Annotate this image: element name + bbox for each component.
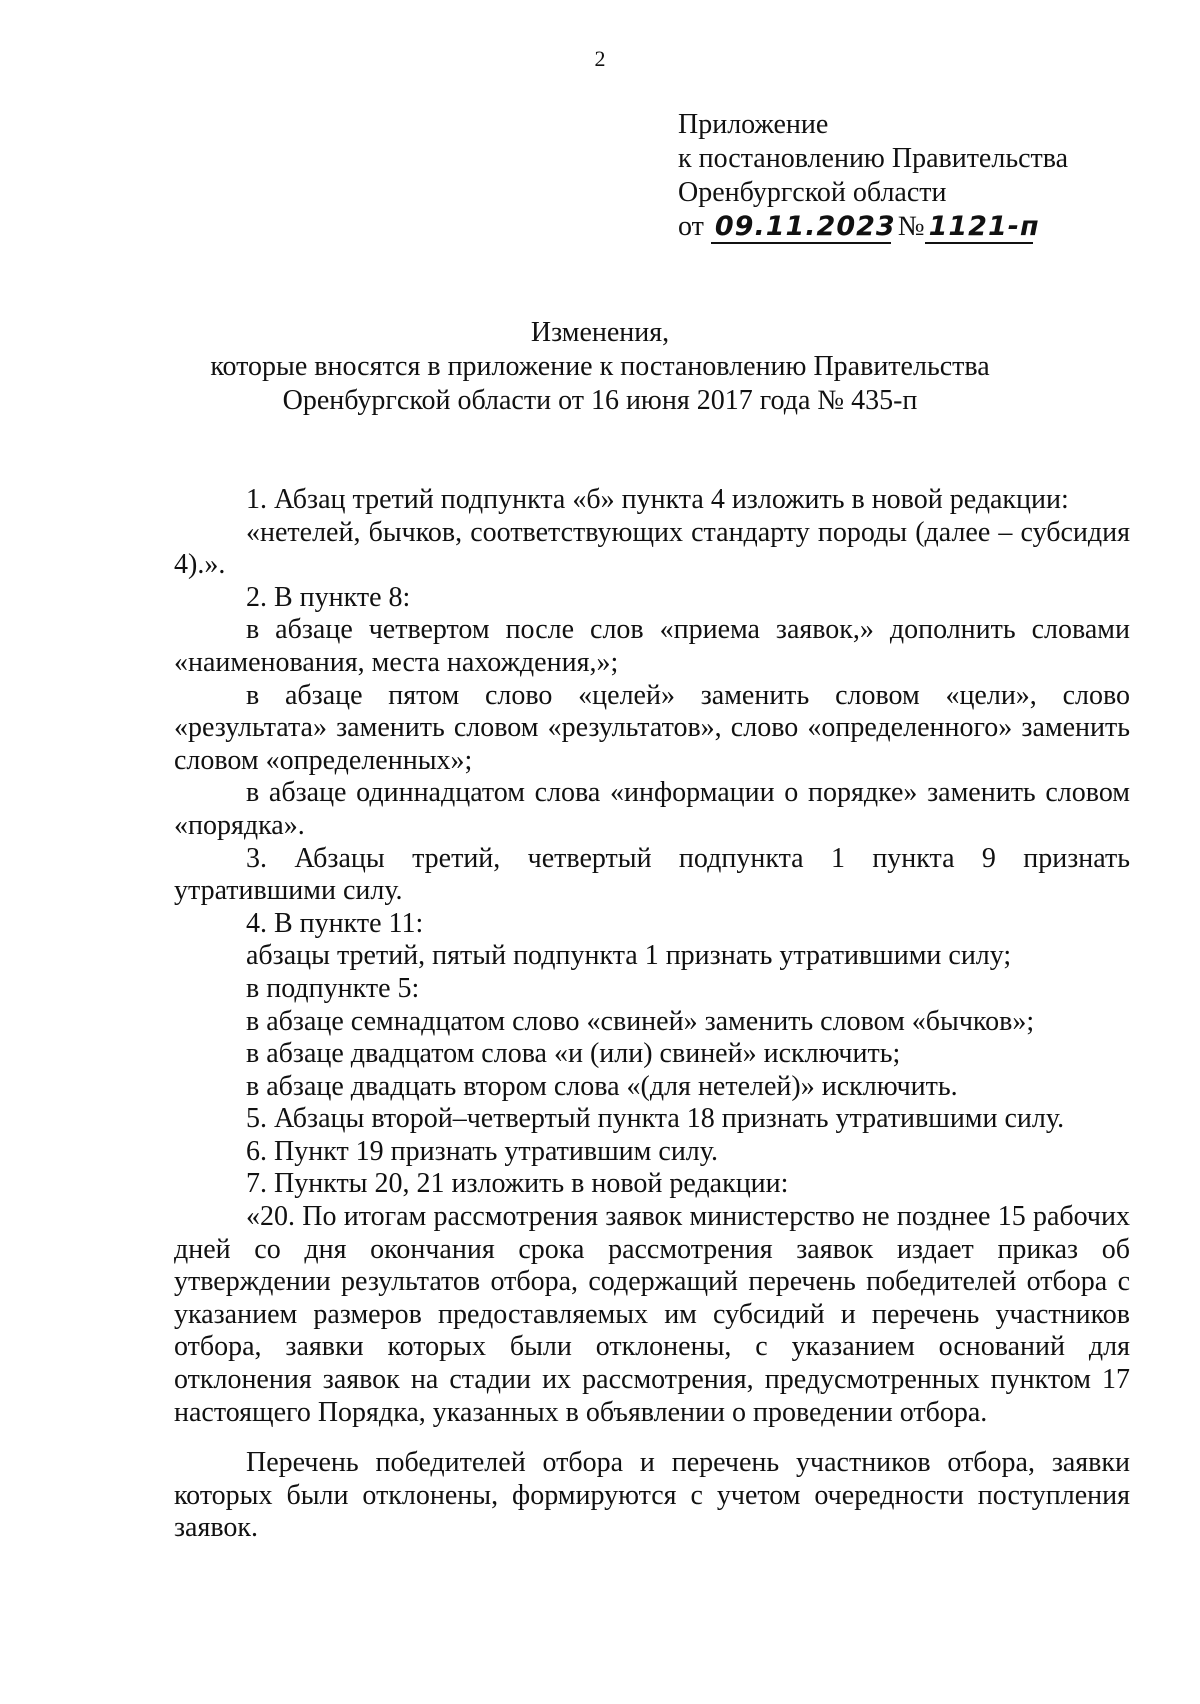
paragraph: в абзаце пятом слово «целей» заменить словом «цели», слово «результата» заменить словом «результатов», слово «определенного» заменить словом «определенных»; [174,679,1130,776]
paragraph: в подпункте 5: [246,972,420,1004]
title-line-3: Оренбургской области от 16 июня 2017 года № 435-п [282,385,918,416]
title-line-1: Изменения, [530,317,670,348]
paragraph: 3. Абзацы третий, четвертый подпункта 1 пункта 9 признать утратившими силу. [174,842,1130,907]
document-title [0,316,1200,418]
document-body [174,484,1130,1545]
paragraph: «нетелей, бычков, соответствующих стандарту породы (далее – субсидия 4).». [174,516,1130,581]
appendix-line-3: Оренбургской области [678,177,947,208]
paragraph: в абзаце четвертом после слов «приема заявок,» дополнить словами «наименования, места нахождения,»; [174,614,1130,678]
appendix-line-2: к постановлению Правительства [678,143,1069,174]
paragraph: «20. По итогам рассмотрения заявок министерство не позднее 15 рабочих дней со дня окончания срока рассмотрения заявок издает приказ об утверждении результатов отбора, содержащий перечень победителей отбора с указанием размеров предоставляемых им субсидий и перечень участников отбора, заявки которых были отклонены, с указанием оснований для отклонения заявок на стадии их рассмотрения, предусмотренных пунктом 17 настоящего Порядка, указанных в объявлении о проведении отбора. [174,1201,1130,1428]
paragraph: в абзаце одиннадцатом слова «информации о порядке» заменить словом «порядка». [174,777,1130,841]
paragraph: абзацы третий, пятый подпункта 1 признать утратившими силу; [246,940,1012,972]
paragraph: 2. В пункте 8: [246,581,411,613]
handwritten-number: 1121-п [925,212,1033,244]
number-prefix: № [897,211,925,242]
appendix-line-1: Приложение [678,109,829,140]
paragraph: 1. Абзац третий подпункта «б» пункта 4 изложить в новой редакции: [246,484,1069,515]
paragraph: Перечень победителей отбора и перечень участников отбора, заявки которых были отклонены, формируются с учетом очередности поступления заявок. [174,1447,1130,1544]
paragraph: в абзаце семнадцатом слово «свиней» заменить словом «бычков»; [246,1005,1035,1037]
paragraph: 6. Пункт 19 признать утратившим силу. [246,1135,718,1167]
date-prefix: от [678,211,704,242]
appendix-header [678,108,1068,244]
title-line-2: которые вносятся в приложение к постановлению Правительства [210,351,990,382]
paragraph: 5. Абзацы второй–четвертый пункта 18 признать утратившими силу. [246,1103,1065,1135]
appendix-date-line [678,210,1068,244]
paragraph: 7. Пункты 20, 21 изложить в новой редакции: [246,1168,789,1200]
paragraph: в абзаце двадцатом слова «и (или) свиней» исключить; [246,1038,901,1070]
page-number: 2 [594,46,606,71]
paragraph: 4. В пункте 11: [246,907,424,939]
paragraph: в абзаце двадцать втором слова «(для нетелей)» исключить. [246,1070,958,1102]
handwritten-date: 09.11.2023 [711,212,891,244]
